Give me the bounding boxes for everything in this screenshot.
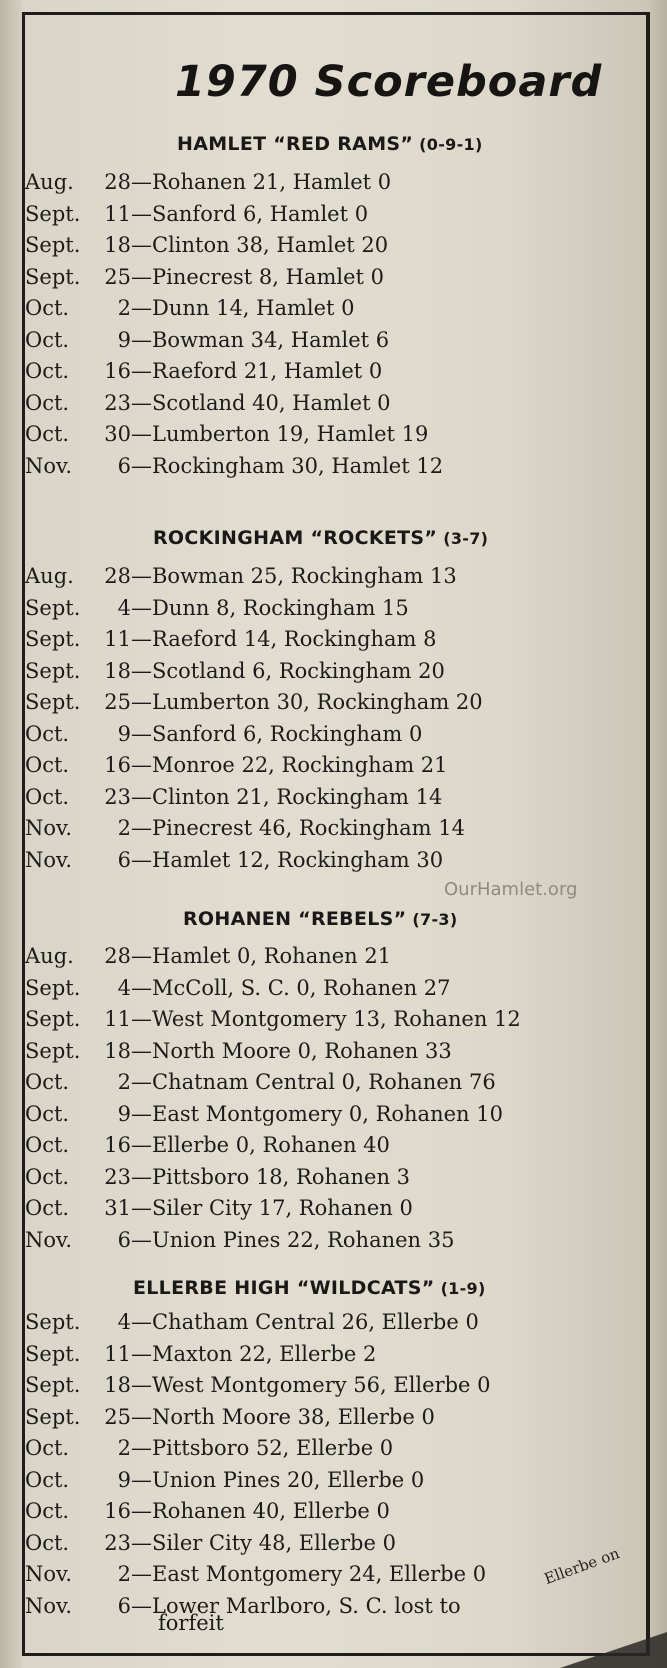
game-result: —Bowman 34, Hamlet 6	[131, 327, 390, 352]
game-day: 23	[104, 1530, 131, 1555]
game-day: 16	[104, 1499, 131, 1523]
game-month: Oct.	[25, 1070, 70, 1094]
game-row	[25, 845, 585, 877]
game-list-rohanen	[25, 941, 585, 1256]
game-day: 18	[104, 658, 131, 683]
game-result: —Pinecrest 8, Hamlet 0	[131, 264, 384, 289]
game-row	[25, 1307, 585, 1339]
game-result: —Clinton 21, Rockingham 14	[131, 784, 443, 809]
game-month: Sept.	[25, 1038, 81, 1063]
game-day: 16	[104, 753, 131, 777]
game-result: —Chatham Central 26, Ellerbe 0	[131, 1310, 479, 1334]
team-record: (1-9)	[440, 1279, 486, 1298]
game-row	[25, 1004, 585, 1036]
game-result: —Maxton 22, Ellerbe 2	[131, 1341, 377, 1366]
game-result: —Chatnam Central 0, Rohanen 76	[131, 1070, 496, 1094]
game-row	[25, 782, 585, 814]
game-day: 16	[104, 359, 131, 383]
game-result: —Pittsboro 18, Rohanen 3	[131, 1164, 411, 1189]
game-month: Oct.	[25, 1101, 70, 1126]
game-result: —Lumberton 19, Hamlet 19	[131, 422, 429, 446]
game-month: Nov.	[25, 453, 73, 478]
game-day: 25	[104, 264, 131, 289]
game-row	[25, 750, 585, 782]
game-month: Sept.	[25, 1373, 81, 1397]
game-day: 6	[117, 1227, 131, 1252]
game-day: 6	[117, 453, 131, 478]
game-day: 18	[104, 1038, 131, 1063]
game-month: Oct.	[25, 327, 70, 352]
game-result: —Siler City 48, Ellerbe 0	[131, 1530, 396, 1555]
game-row	[25, 1339, 585, 1371]
game-result: —Siler City 17, Rohanen 0	[131, 1196, 413, 1220]
game-month: Sept.	[25, 658, 81, 683]
game-day: 18	[104, 1373, 131, 1397]
game-result: —Sanford 6, Hamlet 0	[131, 201, 369, 226]
game-row	[25, 624, 585, 656]
game-row	[25, 1193, 585, 1225]
game-row	[25, 1130, 585, 1162]
handwritten-note: Ellerbe on	[541, 1544, 622, 1588]
game-month: Oct.	[25, 753, 70, 777]
page-title: 1970 Scoreboard	[175, 57, 603, 107]
game-result: —Ellerbe 0, Rohanen 40	[131, 1133, 390, 1157]
game-result: —Dunn 8, Rockingham 15	[131, 595, 409, 620]
game-month: Sept.	[25, 233, 81, 257]
game-row	[25, 388, 585, 420]
game-result: —Hamlet 0, Rohanen 21	[131, 944, 392, 968]
game-day: 2	[117, 1070, 131, 1094]
game-day: 28	[104, 564, 131, 588]
game-row	[25, 1433, 585, 1465]
team-name: ELLERBE HIGH “WILDCATS”	[133, 1277, 435, 1299]
game-result: —Raeford 14, Rockingham 8	[131, 627, 437, 651]
game-month: Oct.	[25, 1499, 70, 1523]
game-month: Aug.	[25, 564, 74, 588]
game-result: —North Moore 38, Ellerbe 0	[131, 1404, 435, 1429]
game-month: Oct.	[25, 1467, 70, 1492]
game-result: —Rohanen 21, Hamlet 0	[131, 170, 392, 194]
game-month: Nov.	[25, 847, 73, 872]
game-month: Sept.	[25, 201, 81, 226]
game-day: 23	[104, 390, 131, 415]
game-day: 11	[104, 1007, 131, 1031]
game-month: Sept.	[25, 627, 81, 651]
team-name: ROCKINGHAM “ROCKETS”	[153, 527, 438, 549]
game-row	[25, 1402, 585, 1434]
game-list-rockingham	[25, 561, 585, 876]
game-month: Sept.	[25, 1310, 81, 1334]
game-result: —Bowman 25, Rockingham 13	[131, 564, 457, 588]
game-row	[25, 1528, 585, 1560]
game-month: Oct.	[25, 1530, 70, 1555]
game-row	[25, 325, 585, 357]
game-month: Sept.	[25, 975, 81, 1000]
game-day: 30	[104, 422, 131, 446]
game-month: Oct.	[25, 359, 70, 383]
game-month: Sept.	[25, 595, 81, 620]
game-row	[25, 687, 585, 719]
game-month: Sept.	[25, 1404, 81, 1429]
game-month: Sept.	[25, 690, 81, 714]
game-row	[25, 1036, 585, 1068]
game-row	[25, 293, 585, 325]
game-day: 4	[117, 595, 131, 620]
game-month: Nov.	[25, 1227, 73, 1252]
game-result: —Sanford 6, Rockingham 0	[131, 721, 423, 746]
game-day: 9	[117, 327, 131, 352]
game-result: —Scotland 6, Rockingham 20	[131, 658, 445, 683]
game-day: 2	[117, 296, 131, 320]
section-heading-ellerbe	[133, 1277, 486, 1299]
scoreboard-frame	[22, 12, 650, 1656]
game-day: 11	[104, 627, 131, 651]
game-result: —East Montgomery 24, Ellerbe 0	[131, 1562, 487, 1586]
game-result: —Union Pines 20, Ellerbe 0	[131, 1467, 425, 1492]
game-day: 25	[104, 1404, 131, 1429]
game-day: 28	[104, 170, 131, 194]
game-row	[25, 1559, 585, 1591]
game-row	[25, 199, 585, 231]
game-row	[25, 1465, 585, 1497]
team-record: (3-7)	[443, 529, 489, 548]
game-month: Aug.	[25, 944, 74, 968]
game-day: 4	[117, 1310, 131, 1334]
game-result: —Lumberton 30, Rockingham 20	[131, 690, 483, 714]
game-result: —West Montgomery 56, Ellerbe 0	[131, 1373, 491, 1397]
binding-shadow-left	[0, 0, 22, 1668]
game-row	[25, 356, 585, 388]
game-day: 28	[104, 944, 131, 968]
game-row	[25, 656, 585, 688]
game-day: 2	[117, 1562, 131, 1586]
game-result: —East Montgomery 0, Rohanen 10	[131, 1101, 503, 1126]
game-row	[25, 419, 585, 451]
game-result: —Dunn 14, Hamlet 0	[131, 296, 355, 320]
game-month: Nov.	[25, 1562, 73, 1586]
game-row	[25, 813, 585, 845]
section-heading-rohanen	[183, 908, 457, 930]
game-month: Oct.	[25, 390, 70, 415]
team-name: ROHANEN “REBELS”	[183, 908, 407, 930]
game-month: Aug.	[25, 170, 74, 194]
game-result: —Lower Marlboro, S. C. lost to	[131, 1593, 461, 1618]
game-row	[25, 561, 585, 593]
game-month: Nov.	[25, 816, 73, 840]
game-result: —Scotland 40, Hamlet 0	[131, 390, 391, 415]
game-row	[25, 1162, 585, 1194]
game-row	[25, 1225, 585, 1257]
game-day: 9	[117, 1467, 131, 1492]
game-row	[25, 1591, 585, 1623]
game-result: —Monroe 22, Rockingham 21	[131, 753, 448, 777]
team-name: HAMLET “RED RAMS”	[177, 133, 414, 155]
game-result-continuation: forfeit	[158, 1611, 224, 1635]
game-row	[25, 262, 585, 294]
game-month: Sept.	[25, 1007, 81, 1031]
game-row	[25, 941, 585, 973]
game-day: 6	[117, 847, 131, 872]
game-result: —Union Pines 22, Rohanen 35	[131, 1227, 455, 1252]
site-watermark: OurHamlet.org	[444, 879, 578, 900]
game-list-hamlet	[25, 167, 585, 482]
game-result: —Pittsboro 52, Ellerbe 0	[131, 1436, 394, 1460]
team-record: (0-9-1)	[419, 135, 483, 154]
game-result: —North Moore 0, Rohanen 33	[131, 1038, 452, 1063]
game-result: —Rockingham 30, Hamlet 12	[131, 453, 444, 478]
game-result: —Pinecrest 46, Rockingham 14	[131, 816, 465, 840]
game-day: 16	[104, 1133, 131, 1157]
game-day: 2	[117, 816, 131, 840]
game-day: 23	[104, 1164, 131, 1189]
game-month: Oct.	[25, 1196, 70, 1220]
game-month: Oct.	[25, 784, 70, 809]
game-day: 9	[117, 721, 131, 746]
game-row	[25, 973, 585, 1005]
game-day: 11	[104, 201, 131, 226]
game-day: 25	[104, 690, 131, 714]
team-record: (7-3)	[412, 910, 458, 929]
game-result: —Rohanen 40, Ellerbe 0	[131, 1499, 390, 1523]
game-month: Oct.	[25, 721, 70, 746]
game-list-ellerbe	[25, 1307, 585, 1622]
game-result: —West Montgomery 13, Rohanen 12	[131, 1007, 521, 1031]
game-row	[25, 1370, 585, 1402]
game-day: 18	[104, 233, 131, 257]
game-month: Oct.	[25, 1133, 70, 1157]
game-month: Nov.	[25, 1593, 73, 1618]
game-day: 2	[117, 1436, 131, 1460]
game-month: Sept.	[25, 264, 81, 289]
game-month: Oct.	[25, 1164, 70, 1189]
page-curl-shadow	[0, 1628, 667, 1668]
game-result: —Clinton 38, Hamlet 20	[131, 233, 389, 257]
game-month: Oct.	[25, 1436, 70, 1460]
game-result: —McColl, S. C. 0, Rohanen 27	[131, 975, 451, 1000]
game-month: Sept.	[25, 1341, 81, 1366]
game-day: 4	[117, 975, 131, 1000]
game-result: —Hamlet 12, Rockingham 30	[131, 847, 444, 872]
game-month: Oct.	[25, 296, 70, 320]
game-row	[25, 167, 585, 199]
game-result: —Raeford 21, Hamlet 0	[131, 359, 383, 383]
game-day: 6	[117, 1593, 131, 1618]
game-row	[25, 593, 585, 625]
section-heading-hamlet	[177, 133, 483, 155]
game-day: 9	[117, 1101, 131, 1126]
game-row	[25, 1496, 585, 1528]
section-heading-rockingham	[153, 527, 488, 549]
game-row	[25, 1099, 585, 1131]
game-day: 23	[104, 784, 131, 809]
game-month: Oct.	[25, 422, 70, 446]
game-row	[25, 451, 585, 483]
game-day: 11	[104, 1341, 131, 1366]
game-row	[25, 230, 585, 262]
game-row	[25, 1067, 585, 1099]
game-row	[25, 719, 585, 751]
game-day: 31	[104, 1196, 131, 1220]
